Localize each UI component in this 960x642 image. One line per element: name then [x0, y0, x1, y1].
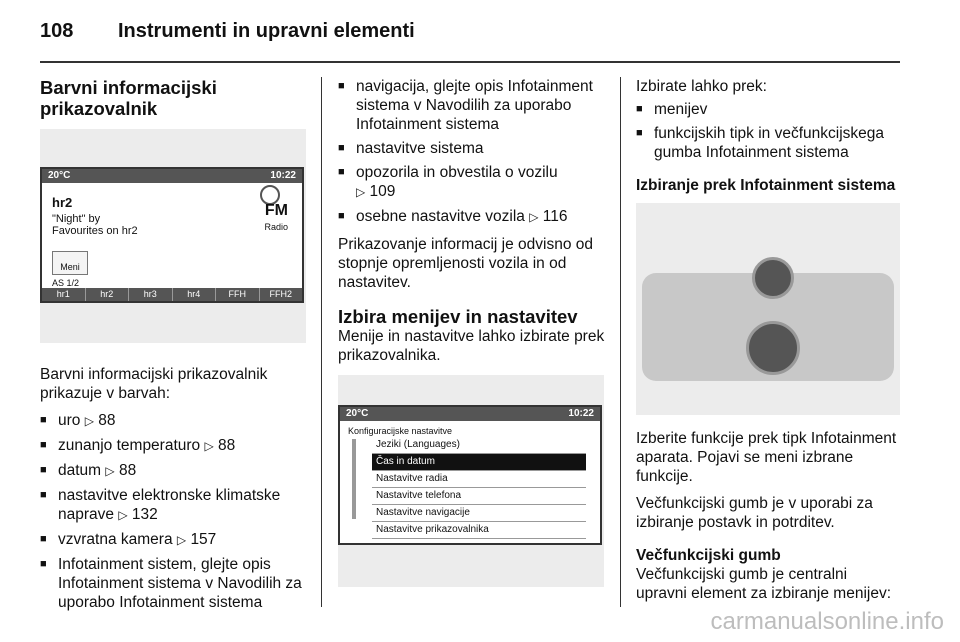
list-item: ■ osebne nastavitve vozila ▷ 116	[338, 207, 606, 227]
page-ref[interactable]: 157	[190, 531, 217, 548]
status-bar	[340, 407, 600, 421]
info-paragraph: Prikazovanje informacij je odvisno od stopnje opremljenosti vozila in od nastavitev.	[338, 236, 594, 291]
watermark: carmanualsonline.info	[710, 608, 944, 635]
page-ref[interactable]: 109	[369, 183, 396, 200]
subheading: Večfunkcijski gumb	[636, 547, 781, 564]
preset-button[interactable]: hr3	[129, 288, 173, 301]
scrollbar[interactable]	[352, 439, 356, 519]
temperature: 20°C	[48, 170, 71, 181]
preset-button[interactable]: hr2	[86, 288, 130, 301]
preset-button[interactable]: FFH2	[269, 289, 292, 299]
menu-button[interactable]: Meni	[52, 251, 88, 275]
section-heading: Izbira menijev in nastavitev	[338, 306, 578, 327]
option-list	[636, 100, 900, 162]
list-item: ■ funkcijskih tipk in večfunkcijskega gumba Infotainment sistema	[636, 124, 900, 162]
clock: 10:22	[568, 408, 594, 419]
page-ref[interactable]: 88	[218, 437, 236, 454]
preset-button[interactable]: FFH	[216, 288, 260, 301]
header-rule	[40, 61, 900, 63]
settings-row[interactable]: Nastavitve navigacije	[372, 505, 586, 522]
section-heading: Barvni informacijski prikazovalnik	[40, 77, 217, 119]
settings-figure	[338, 375, 604, 587]
page-ref[interactable]: 116	[542, 208, 568, 225]
settings-row[interactable]: Nastavitve prikazovalnika	[372, 522, 586, 539]
list-item: ■ nastavitve elektronske klimatske naprave ▷ 132	[40, 486, 306, 525]
settings-row[interactable]: Nastavitve radia	[372, 471, 586, 488]
track-line-2: Favourites on hr2	[52, 225, 138, 237]
status-bar	[42, 169, 302, 183]
station-name: hr2	[52, 195, 73, 210]
temperature: 20°C	[346, 408, 369, 419]
display-figure	[40, 129, 306, 343]
feature-list	[338, 77, 606, 227]
settings-title: Konfiguracijske nastavitve	[348, 426, 453, 436]
instruction-paragraph: Izberite funkcije prek tipk Infotainment aparata. Pojavi se meni izbrane funkcije.	[636, 430, 897, 485]
preset-button[interactable]: hr4	[173, 288, 217, 301]
instruction-paragraph: Večfunkcijski gumb je v uporabi za izbiranje postavk in potrditev.	[636, 495, 873, 531]
volume-knob-icon	[752, 257, 794, 299]
list-item: ■ navigacija, glejte opis Infotainment sistema v Navodilih za uporabo Infotainment sistema	[338, 77, 606, 134]
preset-button[interactable]: hr1	[42, 288, 86, 301]
settings-row[interactable]: Jeziki (Languages)	[372, 437, 586, 454]
settings-screen	[338, 405, 602, 545]
preset-bar	[42, 288, 302, 301]
fm-label: FM	[264, 202, 288, 219]
list-item: ■ nastavitve sistema	[338, 139, 606, 158]
column-1	[40, 77, 306, 620]
instruction-paragraph: Večfunkcijski gumb je centralni upravni element za izbiranje menijev:	[636, 566, 892, 602]
page-header	[40, 20, 415, 43]
as-label: AS 1/2	[52, 278, 80, 288]
column-2	[338, 77, 606, 587]
fm-sub-label: Radio	[264, 222, 288, 232]
page-ref[interactable]: 88	[98, 412, 116, 429]
list-item: ■ menijev	[636, 100, 900, 119]
intro-text: Izbirate lahko prek:	[636, 78, 767, 95]
track-line-1: "Night" by	[52, 213, 101, 225]
section-paragraph: Menije in nastavitve lahko izbirate prek prikazovalnika.	[338, 328, 605, 364]
list-item: ■ datum ▷ 88	[40, 461, 306, 481]
list-item: ■ Infotainment sistem, glejte opis Infotainment sistema v Navodilih za uporabo Infotainment sistema	[40, 555, 306, 612]
list-item: ■ opozorila in obvestila o vozilu ▷ 109	[338, 163, 606, 202]
list-item: ■ uro ▷ 88	[40, 411, 306, 431]
intro-text: Barvni informacijski prikazovalnik prikazuje v barvah:	[40, 366, 268, 402]
clock: 10:22	[270, 170, 296, 181]
list-item: ■ vzvratna kamera ▷ 157	[40, 530, 306, 550]
page-ref[interactable]: 88	[118, 462, 137, 479]
column-divider	[321, 77, 322, 607]
settings-row[interactable]: Nastavitve telefona	[372, 488, 586, 505]
settings-row-selected[interactable]: Čas in datum	[372, 454, 586, 471]
display-screen	[40, 167, 304, 303]
column-divider	[620, 77, 621, 607]
feature-list	[40, 411, 306, 612]
subheading: Izbiranje prek Infotainment sistema	[636, 177, 896, 194]
list-item: ■ zunanjo temperaturo ▷ 88	[40, 436, 306, 456]
page-ref[interactable]: 132	[131, 506, 158, 523]
multifunction-knob-icon	[746, 321, 800, 375]
column-3	[636, 77, 900, 611]
page-title: Instrumenti in upravni elementi	[118, 20, 415, 42]
control-panel-figure	[636, 203, 900, 415]
page-number: 108	[40, 20, 74, 42]
